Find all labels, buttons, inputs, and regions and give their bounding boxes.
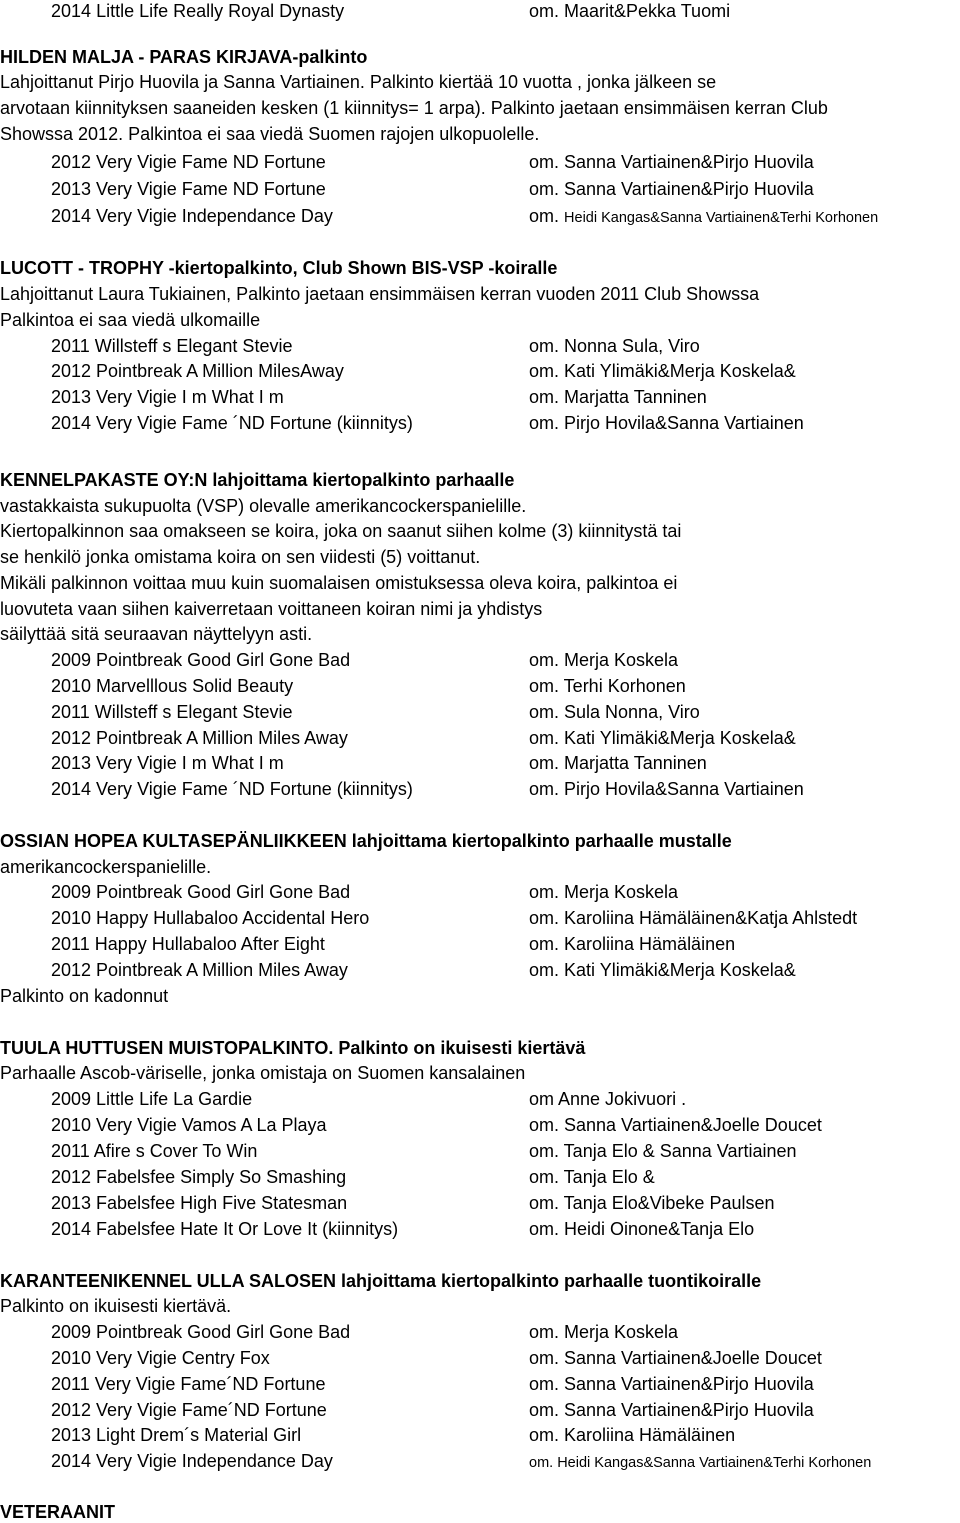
entry-top: 2014 Little Life Really Royal Dynasty [51, 1, 345, 21]
hilden-owner: om. Heidi Kangas&Sanna Vartiainen&Terhi Korhonen [529, 206, 879, 226]
kennelpakaste-text: Mikäli palkinnon voittaa muu kuin suomalaisen omistuksessa oleva koira, palkintoa ei [0, 573, 678, 593]
kennelpakaste-text: Kiertopalkinnon saa omakseen se koira, joka on saanut siihen kolme (3) kiinnitystä tai [0, 521, 682, 541]
tuula-owner: om. Heidi Oinone&Tanja Elo [529, 1219, 755, 1239]
ossian-owner: om. Merja Koskela [529, 882, 679, 902]
lucott-owner: om. Nonna Sula, Viro [529, 336, 700, 356]
ossian-owner: om. Kati Ylimäki&Merja Koskela& [529, 960, 796, 980]
kennelpakaste-owner: om. Terhi Korhonen [529, 676, 686, 696]
karanteenikennel-owner: om. Karoliina Hämäläinen [529, 1425, 736, 1445]
hilden-entry: 2014 Very Vigie Independance Day [51, 206, 333, 226]
lucott-owner: om. Marjatta Tanninen [529, 387, 707, 407]
kennelpakaste-entry: 2013 Very Vigie I m What I m [51, 753, 284, 773]
owner-top: om. Maarit&Pekka Tuomi [529, 1, 731, 21]
tuula-owner: om. Tanja Elo&Vibeke Paulsen [529, 1193, 775, 1213]
tuula-owner: om Anne Jokivuori . [529, 1089, 687, 1109]
tuula-owner: om. Tanja Elo & Sanna Vartiainen [529, 1141, 797, 1161]
tuula-entry: 2013 Fabelsfee High Five Statesman [51, 1193, 348, 1213]
hilden-owner: om. Sanna Vartiainen&Pirjo Huovila [529, 152, 814, 172]
karanteenikennel-owner: om. Merja Koskela [529, 1322, 679, 1342]
ossian-text: amerikancockerspanielille. [0, 857, 212, 877]
lucott-owner: om. Kati Ylimäki&Merja Koskela& [529, 361, 796, 381]
karanteenikennel-entry: 2009 Pointbreak Good Girl Gone Bad [51, 1322, 351, 1342]
ossian-owner: om. Karoliina Hämäläinen&Katja Ahlstedt [529, 908, 858, 928]
kennelpakaste-text: se henkilö jonka omistama koira on sen viidesti (5) voittanut. [0, 547, 481, 567]
hilden-entry: 2012 Very Vigie Fame ND Fortune [51, 152, 326, 172]
hilden-text: Lahjoittanut Pirjo Huovila ja Sanna Vartiainen. Palkinto kiertää 10 vuotta , jonka jälkeen se [0, 72, 717, 92]
karanteenikennel-entry: 2011 Very Vigie Fame´ND Fortune [51, 1374, 326, 1394]
hilden-owner: om. Sanna Vartiainen&Pirjo Huovila [529, 179, 814, 199]
section-title-kennelpakaste: KENNELPAKASTE OY:N lahjoittama kiertopalkinto parhaalle [0, 470, 515, 490]
lucott-text: Palkintoa ei saa viedä ulkomaille [0, 310, 261, 330]
lucott-owner: om. Pirjo Hovila&Sanna Vartiainen [529, 413, 804, 433]
section-title-tuula: TUULA HUTTUSEN MUISTOPALKINTO. Palkinto on ikuisesti kiertävä [0, 1038, 586, 1058]
lucott-entry: 2012 Pointbreak A Million MilesAway [51, 361, 344, 381]
ossian-entry: 2009 Pointbreak Good Girl Gone Bad [51, 882, 351, 902]
ossian-entry: 2010 Happy Hullabaloo Accidental Hero [51, 908, 370, 928]
lucott-entry: 2013 Very Vigie I m What I m [51, 387, 284, 407]
karanteenikennel-owner: om. Sanna Vartiainen&Joelle Doucet [529, 1348, 822, 1368]
kennelpakaste-entry: 2011 Willsteff s Elegant Stevie [51, 702, 293, 722]
kennelpakaste-text: luovuteta vaan siihen kaiverretaan voittaneen koiran nimi ja yhdistys [0, 599, 543, 619]
tuula-entry: 2012 Fabelsfee Simply So Smashing [51, 1167, 347, 1187]
kennelpakaste-owner: om. Marjatta Tanninen [529, 753, 707, 773]
karanteenikennel-entry: 2010 Very Vigie Centry Fox [51, 1348, 270, 1368]
ossian-footer: Palkinto on kadonnut [0, 986, 169, 1006]
tuula-entry: 2011 Afire s Cover To Win [51, 1141, 258, 1161]
karanteenikennel-owner: om. Heidi Kangas&Sanna Vartiainen&Terhi Korhonen [529, 1455, 872, 1471]
kennelpakaste-entry: 2009 Pointbreak Good Girl Gone Bad [51, 650, 351, 670]
section-title-veteraanit: VETERAANIT [0, 1502, 116, 1522]
hilden-entry: 2013 Very Vigie Fame ND Fortune [51, 179, 326, 199]
tuula-entry: 2010 Very Vigie Vamos A La Playa [51, 1115, 327, 1135]
kennelpakaste-text: vastakkaista sukupuolta (VSP) olevalle amerikancockerspanielille. [0, 496, 527, 516]
kennelpakaste-text: säilyttää sitä seuraavan näyttelyyn asti. [0, 624, 313, 644]
kennelpakaste-entry: 2010 Marvelllous Solid Beauty [51, 676, 294, 696]
section-title-karanteenikennel: KARANTEENIKENNEL ULLA SALOSEN lahjoittama kiertopalkinto parhaalle tuontikoiralle [0, 1271, 762, 1291]
section-title-hilden: HILDEN MALJA - PARAS KIRJAVA-palkinto [0, 47, 368, 67]
lucott-text: Lahjoittanut Laura Tukiainen, Palkinto jaetaan ensimmäisen kerran vuoden 2011 Club Showssa [0, 284, 760, 304]
kennelpakaste-owner: om. Kati Ylimäki&Merja Koskela& [529, 728, 796, 748]
section-title-ossian: OSSIAN HOPEA KULTASEPÄNLIIKKEEN lahjoittama kiertopalkinto parhaalle mustalle [0, 831, 732, 851]
kennelpakaste-owner: om. Sula Nonna, Viro [529, 702, 700, 722]
karanteenikennel-text: Palkinto on ikuisesti kiertävä. [0, 1296, 232, 1316]
lucott-entry: 2011 Willsteff s Elegant Stevie [51, 336, 293, 356]
kennelpakaste-owner: om. Merja Koskela [529, 650, 679, 670]
section-title-lucott: LUCOTT - TROPHY -kiertopalkinto, Club Shown BIS-VSP -koiralle [0, 258, 558, 278]
tuula-owner: om. Tanja Elo & [529, 1167, 655, 1187]
karanteenikennel-entry: 2013 Light Drem´s Material Girl [51, 1425, 302, 1445]
kennelpakaste-entry: 2014 Very Vigie Fame ´ND Fortune (kiinnitys) [51, 779, 413, 799]
tuula-entry: 2014 Fabelsfee Hate It Or Love It (kiinnitys) [51, 1219, 399, 1239]
ossian-entry: 2011 Happy Hullabaloo After Eight [51, 934, 325, 954]
hilden-text: Showssa 2012. Palkintoa ei saa viedä Suomen rajojen ulkopuolelle. [0, 124, 540, 144]
ossian-entry: 2012 Pointbreak A Million Miles Away [51, 960, 348, 980]
karanteenikennel-entry: 2014 Very Vigie Independance Day [51, 1451, 333, 1471]
lucott-entry: 2014 Very Vigie Fame ´ND Fortune (kiinnitys) [51, 413, 413, 433]
tuula-entry: 2009 Little Life La Gardie [51, 1089, 253, 1109]
hilden-text: arvotaan kiinnityksen saaneiden kesken (1 kiinnitys= 1 arpa). Palkinto jaetaan ensimmäisen kerran Club [0, 98, 828, 118]
tuula-owner: om. Sanna Vartiainen&Joelle Doucet [529, 1115, 822, 1135]
karanteenikennel-entry: 2012 Very Vigie Fame´ND Fortune [51, 1400, 327, 1420]
tuula-text: Parhaalle Ascob-väriselle, jonka omistaja on Suomen kansalainen [0, 1063, 526, 1083]
karanteenikennel-owner: om. Sanna Vartiainen&Pirjo Huovila [529, 1400, 814, 1420]
karanteenikennel-owner: om. Sanna Vartiainen&Pirjo Huovila [529, 1374, 814, 1394]
kennelpakaste-owner: om. Pirjo Hovila&Sanna Vartiainen [529, 779, 804, 799]
ossian-owner: om. Karoliina Hämäläinen [529, 934, 736, 954]
kennelpakaste-entry: 2012 Pointbreak A Million Miles Away [51, 728, 348, 748]
